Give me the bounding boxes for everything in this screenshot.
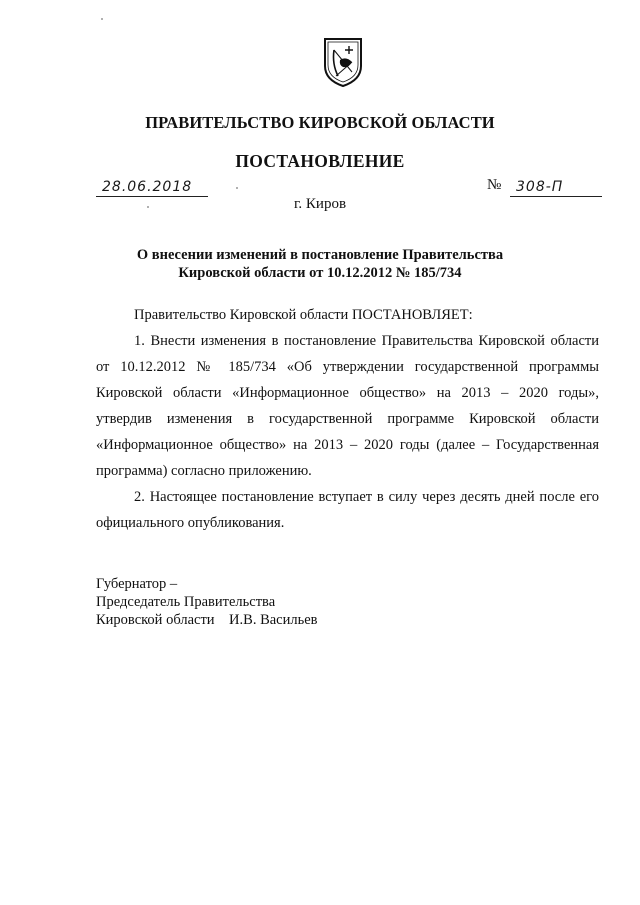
signature-line-3 [96,611,318,629]
signature-line-1: Губернатор – [96,576,178,592]
scan-speck [101,18,103,20]
signature-name: И.В. Васильев [229,612,318,628]
date-field [96,176,208,197]
item-1-paragraph: 1. Внести изменения в постановление Правительства Кировской области от 10.12.2012 № 185/734 «Об утверждении государственной программы Кировской области «Информационное общество» на 2013 – 2020 годы», утвердив изменения в государственной программе Кировской области «Информационное общество» на 2013 – 2020 годы (далее – Государственная программа) согласно приложению. [96,333,599,479]
number-label: № [487,177,502,193]
organization-title: ПРАВИТЕЛЬСТВО КИРОВСКОЙ ОБЛАСТИ [145,113,495,132]
signature-block [96,575,318,629]
subject-line-2: Кировской области от 10.12.2012 № 185/734 [178,265,462,281]
handwritten-date: 28.06.2018 [102,179,193,195]
intro-paragraph: Правительство Кировской области ПОСТАНОВЛЯЕТ: [134,307,473,323]
scan-speck [147,206,149,208]
item-2-paragraph: 2. Настоящее постановление вступает в силу через десять дней после его официального опубликования. [96,489,599,531]
handwritten-number: 308-П [516,179,564,195]
document-type-title: ПОСТАНОВЛЕНИЕ [235,151,405,171]
signature-org: Кировской области [96,612,215,628]
subject-line-1: О внесении изменений в постановление Правительства [136,247,504,263]
scan-speck [236,187,238,189]
document-subject [0,246,640,282]
coat-of-arms-icon [322,36,364,88]
number-field [510,176,602,197]
city-line: г. Киров [293,196,347,212]
signature-line-2: Председатель Правительства [96,594,276,610]
